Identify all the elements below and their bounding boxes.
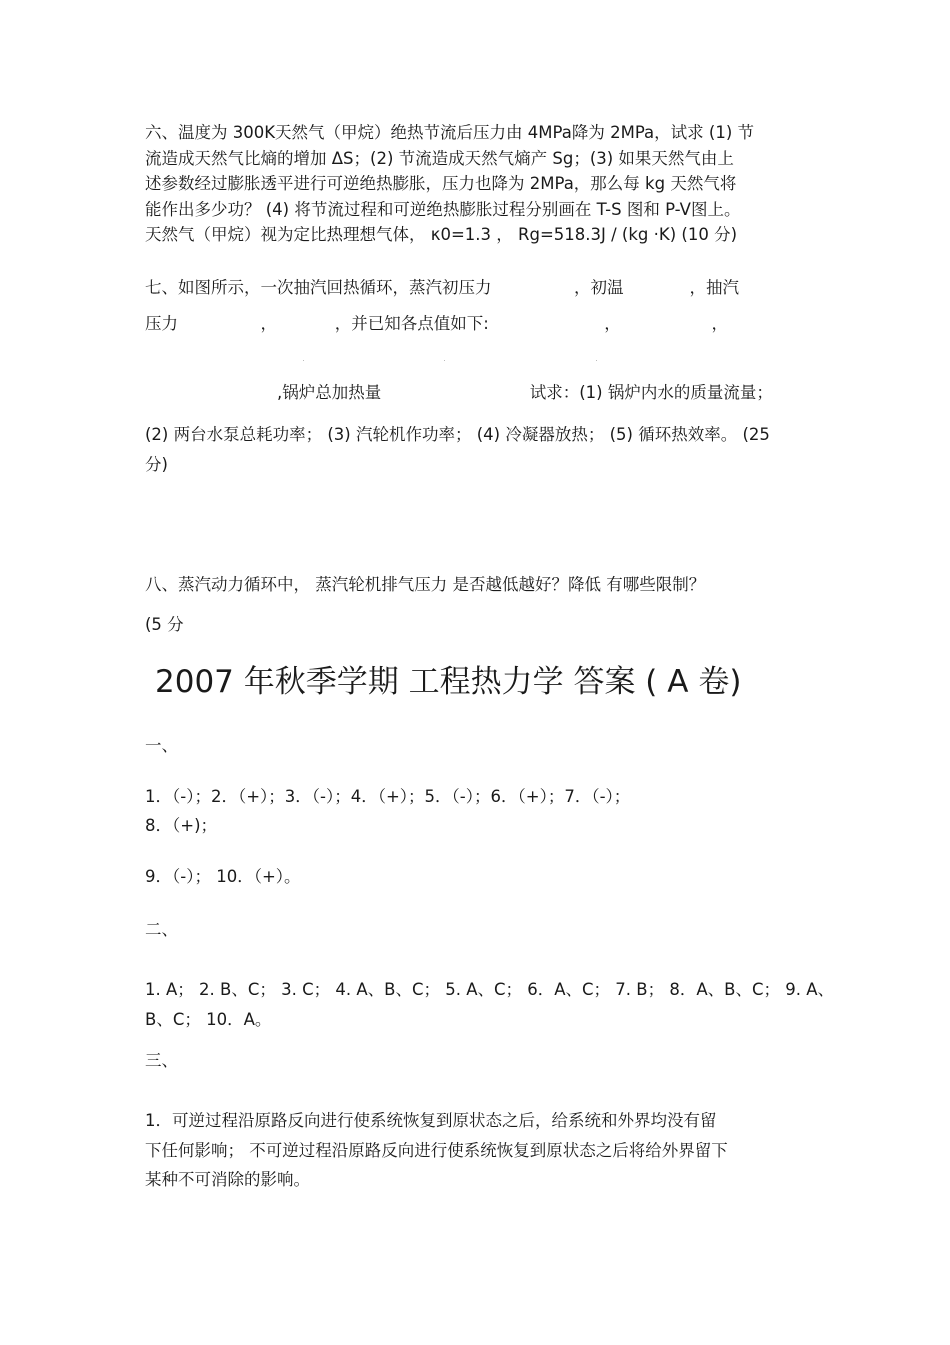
- question-7-line-1: 七、如图所示，一次抽汽回热循环，蒸汽初压力 ，初温 ，抽汽: [145, 278, 739, 297]
- question-6-line: 天然气（甲烷）视为定比热理想气体， κ0=1.3 ， Rg=518.3J / (kg ·K) (10 分): [145, 225, 738, 244]
- section-2-heading: 二、: [145, 920, 178, 939]
- section-1-answers-line-1: 1．（-）；2．（+）；3．（-）；4．（+）；5．（-）；6．（+）；7．（-）；: [145, 787, 631, 806]
- question-6-line: 述参数经过膨胀透平进行可逆绝热膨胀，压力也降为 2MPa，那么每 kg 天然气将: [145, 174, 737, 193]
- section-2-answers-line-2: B、C； 10．A。: [145, 1010, 272, 1029]
- section-1-heading: 一、: [145, 736, 178, 755]
- answer-title: 2007 年秋季学期 工程热力学 答案 ( A 卷): [155, 664, 742, 700]
- formula-placeholder-mark: [596, 360, 597, 361]
- formula-placeholder-mark: [303, 360, 304, 361]
- question-6-line: 能作出多少功？ (4) 将节流过程和可逆绝热膨胀过程分别画在 T-S 图和 P-V图上。: [145, 199, 741, 219]
- question-6: [145, 120, 815, 248]
- question-6-line: 流造成天然气比熵的增加 ΔS；(2) 节流造成天然气熵产 Sg；(3) 如果天然气由上: [145, 148, 734, 168]
- section-3-answer-line-2: 下任何影响； 不可逆过程沿原路反向进行使系统恢复到原状态之后将给外界留下: [145, 1141, 728, 1160]
- question-8-line-1: 八、蒸汽动力循环中， 蒸汽轮机排气压力 是否越低越好？降低 有哪些限制？: [145, 575, 706, 594]
- question-8-line-2: (5 分: [145, 615, 184, 634]
- section-3-answer-line-1: 1．可逆过程沿原路反向进行使系统恢复到原状态之后，给系统和外界均没有留: [145, 1111, 717, 1130]
- question-7-line-2: 压力 ， ，并已知各点值如下: ， ，: [145, 314, 729, 333]
- section-3-answer-line-3: 某种不可消除的影响。: [145, 1170, 310, 1189]
- question-7-line-5: 分): [145, 455, 168, 474]
- formula-placeholder-mark: [444, 360, 445, 361]
- section-1-answers-line-2: 8．（+)；: [145, 816, 218, 835]
- question-7-line-3: ,锅炉总加热量 试求：(1) 锅炉内水的质量流量；: [145, 383, 773, 402]
- question-7-line-4: (2) 两台水泵总耗功率； (3) 汽轮机作功率； (4) 冷凝器放热； (5) 循环热效率。 (25: [145, 425, 770, 444]
- question-6-line: 六、温度为 300K天然气（甲烷）绝热节流后压力由 4MPa降为 2MPa，试求 (1) 节: [145, 123, 755, 142]
- section-1-answers-line-3: 9．（-）； 10．（+）。: [145, 867, 301, 886]
- section-2-answers-line-1: 1. A； 2. B、C； 3. C； 4. A、B、C； 5. A、C； 6．A、C； 7. B； 8．A、B、C； 9. A、: [145, 980, 834, 999]
- section-3-heading: 三、: [145, 1051, 178, 1070]
